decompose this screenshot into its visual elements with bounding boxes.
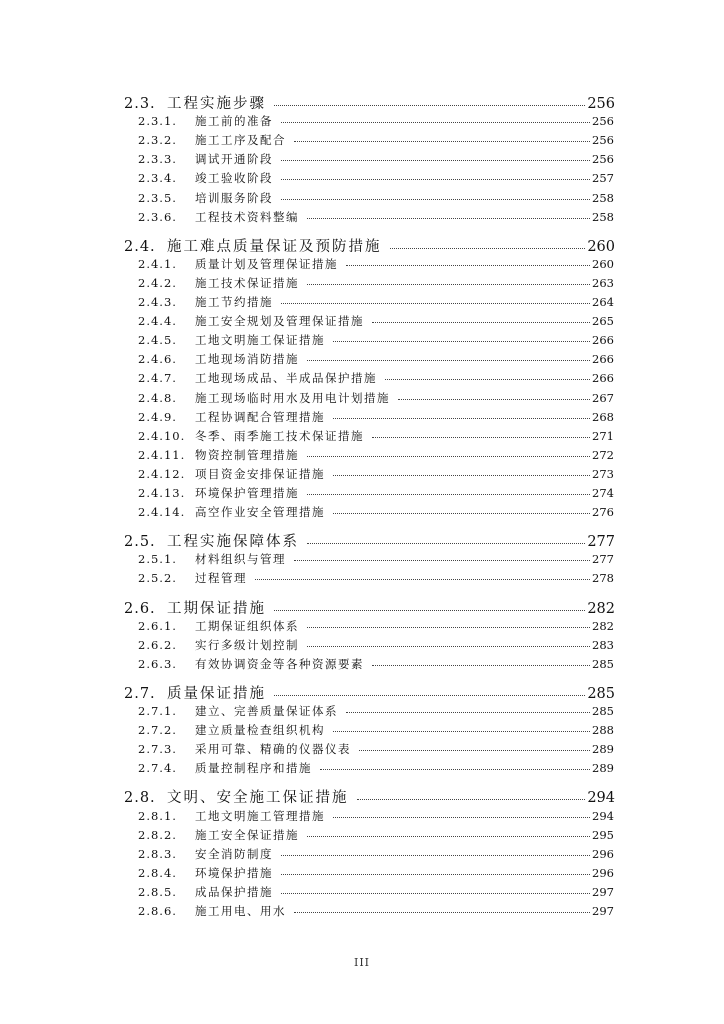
toc-subsection-entry[interactable] <box>138 846 614 862</box>
toc-dot-leader <box>333 341 590 342</box>
toc-entry-title: 高空作业安全管理措施 <box>195 505 325 520</box>
toc-entry-number: 2.4.13. <box>138 486 186 500</box>
toc-subsection-entry[interactable] <box>138 132 614 148</box>
toc-entry-page: 274 <box>592 486 614 500</box>
toc-dot-leader <box>385 379 590 380</box>
toc-entry-page: 258 <box>592 190 614 205</box>
toc-entry-title: 质量控制程序和措施 <box>195 761 312 776</box>
toc-entry-page: 285 <box>587 685 615 702</box>
toc-section-entry[interactable] <box>124 682 615 703</box>
toc-entry-number: 2.7. <box>124 685 156 702</box>
toc-entry-number: 2.3.3. <box>138 152 177 167</box>
toc-entry-title: 竣工验收阶段 <box>195 171 273 186</box>
toc-subsection-entry[interactable] <box>138 294 614 310</box>
toc-entry-number: 2.6.2. <box>138 637 177 652</box>
toc-entry-number: 2.3. <box>124 96 156 112</box>
toc-entry-title: 质量保证措施 <box>167 685 266 702</box>
toc-entry-number: 2.5. <box>124 534 156 551</box>
toc-entry-number: 2.6.1. <box>138 618 177 633</box>
toc-entry-title: 工程协调配合管理措施 <box>195 409 325 424</box>
toc-subsection-entry[interactable] <box>138 332 614 348</box>
toc-entry-page: 297 <box>592 884 614 899</box>
toc-subsection-entry[interactable] <box>138 485 614 501</box>
toc-entry-page: 278 <box>592 571 614 586</box>
toc-entry-title: 工期保证措施 <box>167 600 266 617</box>
toc-dot-leader <box>307 284 590 285</box>
toc-dot-leader <box>281 122 590 123</box>
toc-entry-title: 施工工序及配合 <box>195 133 286 148</box>
toc-dot-leader <box>274 695 585 696</box>
toc-subsection-entry[interactable] <box>138 551 614 567</box>
toc-dot-leader <box>274 105 585 106</box>
toc-dot-leader <box>372 322 590 323</box>
toc-entry-page: 277 <box>592 552 614 567</box>
toc-subsection-entry[interactable] <box>138 722 614 738</box>
toc-entry-page: 285 <box>592 656 614 671</box>
toc-entry-page: 294 <box>587 790 615 807</box>
toc-section-entry[interactable] <box>124 786 615 807</box>
toc-entry-title: 工地现场成品、半成品保护措施 <box>195 371 377 386</box>
toc-dot-leader <box>281 303 590 304</box>
toc-entry-number: 2.7.1. <box>138 704 177 718</box>
toc-dot-leader <box>281 199 590 200</box>
toc-entry-title: 成品保护措施 <box>195 884 273 899</box>
toc-subsection-entry[interactable] <box>138 504 614 520</box>
toc-dot-leader <box>294 141 590 142</box>
toc-entry-title: 工地现场消防措施 <box>195 352 299 367</box>
toc-subsection-entry[interactable] <box>138 313 614 329</box>
toc-subsection-entry[interactable] <box>138 170 614 186</box>
toc-entry-number: 2.4.11. <box>138 447 186 462</box>
toc-dot-leader <box>307 218 590 219</box>
toc-subsection-entry[interactable] <box>138 827 614 843</box>
toc-entry-page: 260 <box>587 238 615 255</box>
toc-entry-page: 285 <box>592 704 614 718</box>
toc-entry-page: 264 <box>592 295 614 309</box>
toc-subsection-entry[interactable] <box>138 741 614 757</box>
toc-entry-page: 272 <box>592 447 614 462</box>
toc-entry-page: 256 <box>587 96 615 112</box>
toc-dot-leader <box>255 579 590 580</box>
toc-subsection-entry[interactable] <box>138 466 614 482</box>
toc-dot-leader <box>281 179 590 180</box>
toc-entry-number: 2.8.6. <box>138 904 177 918</box>
toc-entry-title: 培训服务阶段 <box>195 190 273 205</box>
toc-entry-number: 2.8. <box>124 790 156 807</box>
toc-dot-leader <box>307 646 590 647</box>
toc-dot-leader <box>390 248 586 249</box>
toc-entry-title: 施工节约措施 <box>195 295 273 309</box>
toc-entry-title: 工地文明施工管理措施 <box>195 808 325 823</box>
toc-entry-page: 257 <box>592 171 614 186</box>
toc-dot-leader <box>357 799 586 800</box>
toc-subsection-entry[interactable] <box>138 808 614 824</box>
toc-dot-leader <box>398 399 590 400</box>
toc-entry-title: 环境保护管理措施 <box>195 486 299 500</box>
toc-entry-number: 2.4.10. <box>138 428 186 443</box>
toc-subsection-entry[interactable] <box>138 760 614 776</box>
toc-entry-title: 施工技术保证措施 <box>195 275 299 290</box>
toc-dot-leader <box>281 855 590 856</box>
toc-entry-number: 2.4.5. <box>138 333 177 348</box>
toc-entry-title: 施工难点质量保证及预防措施 <box>167 238 382 255</box>
toc-entry-number: 2.3.4. <box>138 171 177 186</box>
toc-dot-leader <box>274 610 585 611</box>
toc-subsection-entry[interactable] <box>138 409 614 425</box>
toc-entry-page: 260 <box>592 256 614 271</box>
toc-dot-leader <box>294 560 590 561</box>
toc-subsection-entry[interactable] <box>138 703 614 719</box>
toc-dot-leader <box>281 893 590 894</box>
toc-entry-number: 2.7.4. <box>138 761 177 776</box>
toc-entry-page: 297 <box>592 904 614 918</box>
toc-entry-page: 294 <box>592 808 614 823</box>
toc-dot-leader <box>333 731 590 732</box>
toc-section-entry[interactable] <box>124 235 615 256</box>
toc-entry-number: 2.3.2. <box>138 133 177 148</box>
toc-entry-number: 2.3.5. <box>138 190 177 205</box>
toc-entry-number: 2.7.3. <box>138 742 177 757</box>
toc-entry-title: 安全消防制度 <box>195 846 273 861</box>
toc-entry-page: 282 <box>587 600 615 617</box>
toc-entry-title: 建立质量检查组织机构 <box>195 723 325 738</box>
toc-dot-leader <box>359 750 590 751</box>
toc-entry-number: 2.4.12. <box>138 466 186 481</box>
toc-entry-page: 295 <box>592 827 614 842</box>
toc-entry-number: 2.4.1. <box>138 256 177 271</box>
toc-subsection-entry[interactable] <box>138 570 614 586</box>
toc-subsection-entry[interactable] <box>138 256 614 272</box>
toc-entry-title: 工程实施步骤 <box>167 96 266 112</box>
toc-subsection-entry[interactable] <box>138 884 614 900</box>
toc-entry-title: 施工安全保证措施 <box>195 827 299 842</box>
toc-entry-number: 2.4.14. <box>138 505 186 520</box>
toc-entry-page: 296 <box>592 865 614 880</box>
toc-entry-page: 296 <box>592 846 614 861</box>
toc-entry-title: 冬季、雨季施工技术保证措施 <box>195 428 364 443</box>
toc-entry-number: 2.4.2. <box>138 275 177 290</box>
toc-entry-title: 材料组织与管理 <box>195 552 286 567</box>
toc-entry-number: 2.8.1. <box>138 808 177 823</box>
toc-dot-leader <box>333 475 590 476</box>
toc-entry-page: 263 <box>592 275 614 290</box>
toc-entry-number: 2.4.7. <box>138 371 177 386</box>
toc-entry-page: 266 <box>592 333 614 348</box>
toc-entry-number: 2.8.5. <box>138 884 177 899</box>
toc-entry-title: 采用可靠、精确的仪器仪表 <box>195 742 351 757</box>
toc-subsection-entry[interactable] <box>138 190 614 206</box>
toc-entry-page: 258 <box>592 209 614 224</box>
toc-entry-page: 265 <box>592 314 614 329</box>
toc-entry-title: 施工用电、用水 <box>195 904 286 918</box>
toc-dot-leader <box>281 874 590 875</box>
toc-entry-title: 过程管理 <box>195 571 247 586</box>
toc-section-entry[interactable] <box>124 92 615 113</box>
toc-dot-leader <box>307 543 585 544</box>
toc-entry-title: 施工安全规划及管理保证措施 <box>195 314 364 329</box>
toc-entry-number: 2.4.3. <box>138 295 177 309</box>
toc-entry-number: 2.8.4. <box>138 865 177 880</box>
toc-entry-number: 2.8.2. <box>138 827 177 842</box>
toc-subsection-entry[interactable] <box>138 151 614 167</box>
toc-dot-leader <box>307 836 590 837</box>
toc-entry-number: 2.4.9. <box>138 409 177 424</box>
toc-entry-page: 276 <box>592 505 614 520</box>
toc-entry-title: 质量计划及管理保证措施 <box>195 256 338 271</box>
toc-entry-title: 文明、安全施工保证措施 <box>167 790 349 807</box>
toc-entry-page: 289 <box>592 761 614 776</box>
toc-dot-leader <box>372 665 590 666</box>
toc-entry-page: 277 <box>587 534 615 551</box>
toc-entry-title: 建立、完善质量保证体系 <box>195 704 338 718</box>
toc-entry-page: 282 <box>592 618 614 633</box>
toc-subsection-entry[interactable] <box>138 903 614 919</box>
toc-entry-number: 2.4.4. <box>138 314 177 329</box>
toc-subsection-entry[interactable] <box>138 351 614 367</box>
toc-dot-leader <box>333 817 590 818</box>
toc-subsection-entry[interactable] <box>138 370 614 386</box>
toc-entry-page: 268 <box>592 409 614 424</box>
toc-subsection-entry[interactable] <box>138 637 614 653</box>
toc-subsection-entry[interactable] <box>138 275 614 291</box>
toc-dot-leader <box>320 769 590 770</box>
toc-entry-page: 256 <box>592 114 614 129</box>
toc-entry-page: 271 <box>592 428 614 443</box>
toc-entry-title: 工程实施保障体系 <box>167 534 299 551</box>
toc-dot-leader <box>294 912 590 913</box>
toc-section-entry[interactable] <box>124 597 615 618</box>
toc-entry-page: 256 <box>592 133 614 148</box>
toc-entry-title: 环境保护措施 <box>195 865 273 880</box>
toc-entry-title: 物资控制管理措施 <box>195 447 299 462</box>
toc-entry-number: 2.3.6. <box>138 209 177 224</box>
toc-subsection-entry[interactable] <box>138 618 614 634</box>
toc-subsection-entry[interactable] <box>138 865 614 881</box>
toc-dot-leader <box>372 437 590 438</box>
toc-entry-number: 2.3.1. <box>138 114 177 129</box>
toc-entry-number: 2.6. <box>124 600 156 617</box>
toc-entry-title: 工程技术资料整编 <box>195 209 299 224</box>
toc-entry-title: 工期保证组织体系 <box>195 618 299 633</box>
toc-entry-number: 2.5.1. <box>138 552 177 567</box>
toc-subsection-entry[interactable] <box>138 428 614 444</box>
toc-dot-leader <box>307 456 590 457</box>
toc-entry-number: 2.7.2. <box>138 723 177 738</box>
toc-entry-title: 施工前的准备 <box>195 114 273 129</box>
toc-entry-title: 工地文明施工保证措施 <box>195 333 325 348</box>
toc-dot-leader <box>346 712 590 713</box>
toc-entry-page: 288 <box>592 723 614 738</box>
toc-entry-page: 266 <box>592 352 614 367</box>
toc-entry-title: 有效协调资金等各种资源要素 <box>195 656 364 671</box>
toc-entry-title: 施工现场临时用水及用电计划措施 <box>195 390 390 405</box>
toc-entry-number: 2.6.3. <box>138 656 177 671</box>
toc-entry-number: 2.8.3. <box>138 846 177 861</box>
toc-dot-leader <box>333 513 590 514</box>
toc-entry-title: 调试开通阶段 <box>195 152 273 167</box>
toc-subsection-entry[interactable] <box>138 656 614 672</box>
toc-entry-page: 266 <box>592 371 614 386</box>
toc-entry-number: 2.4. <box>124 238 156 255</box>
toc-entry-page: 283 <box>592 637 614 652</box>
toc-entry-page: 289 <box>592 742 614 757</box>
toc-dot-leader <box>307 360 590 361</box>
toc-entry-title: 实行多级计划控制 <box>195 637 299 652</box>
toc-subsection-entry[interactable] <box>138 390 614 406</box>
toc-dot-leader <box>307 627 590 628</box>
toc-dot-leader <box>307 494 590 495</box>
toc-entry-title: 项目资金安排保证措施 <box>195 466 325 481</box>
toc-subsection-entry[interactable] <box>138 209 614 225</box>
toc-entry-number: 2.5.2. <box>138 571 177 586</box>
toc-entry-page: 256 <box>592 152 614 167</box>
toc-entry-page: 267 <box>592 390 614 405</box>
toc-dot-leader <box>333 418 590 419</box>
toc-subsection-entry[interactable] <box>138 113 614 129</box>
toc-entry-number: 2.4.8. <box>138 390 177 405</box>
toc-entry-page: 273 <box>592 466 614 481</box>
toc-subsection-entry[interactable] <box>138 447 614 463</box>
toc-entry-number: 2.4.6. <box>138 352 177 367</box>
toc-dot-leader <box>281 160 590 161</box>
toc-section-entry[interactable] <box>124 530 615 551</box>
toc-dot-leader <box>346 265 590 266</box>
page-number-footer: III <box>353 956 371 969</box>
